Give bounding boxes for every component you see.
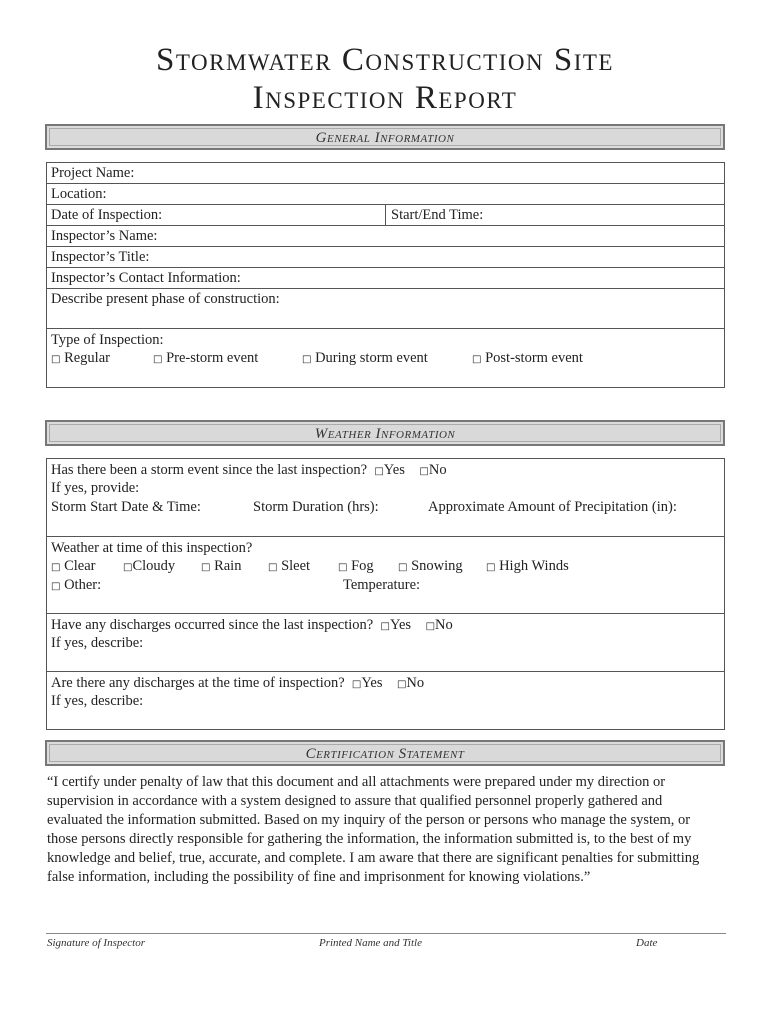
certification-line: false information, including the possibility of fine and imprisonment for knowing violations.” — [47, 869, 591, 885]
start-end-time-label: Start/End Time: — [391, 207, 484, 223]
discharge-since-section — [47, 614, 724, 672]
checkbox-icon[interactable]: □ — [419, 466, 429, 477]
inspector-name-row[interactable] — [47, 226, 724, 247]
weather-other-option[interactable]: □ Other: — [51, 577, 102, 593]
checkbox-icon[interactable]: □ — [486, 562, 496, 573]
printed-name-title-label: Printed Name and Title — [319, 937, 422, 949]
storm-start-label[interactable]: Storm Start Date & Time: — [51, 499, 201, 515]
signature-line[interactable] — [46, 933, 726, 934]
contact-info-label: Inspector’s Contact Information: — [51, 270, 241, 286]
phase-row[interactable] — [47, 289, 724, 329]
general-info-box — [46, 162, 725, 388]
temperature-label[interactable]: Temperature: — [343, 577, 421, 593]
checkbox-icon[interactable]: □ — [374, 466, 384, 477]
checkbox-icon[interactable]: □ — [51, 581, 61, 592]
discharge-since-question: Have any discharges occurred since the last inspection? □Yes □No — [51, 617, 453, 633]
storm-event-question: Has there been a storm event since the last inspection? □Yes □No — [51, 462, 447, 478]
checkbox-icon[interactable]: □ — [398, 562, 408, 573]
project-name-label: Project Name: — [51, 165, 135, 181]
location-row[interactable] — [47, 184, 724, 205]
discharge-now-section — [47, 672, 724, 729]
certification-line: knowledge and belief, true, accurate, and complete. I am aware that there are significant penalties for submitting — [47, 850, 700, 866]
page-title-line2: Inspection Report — [252, 80, 518, 116]
signature-of-inspector-label: Signature of Inspector — [47, 937, 145, 949]
type-during-storm-option[interactable]: □ During storm event — [302, 350, 428, 366]
type-of-inspection-label: Type of Inspection: — [51, 332, 164, 348]
weather-sleet-option[interactable]: □ Sleet — [268, 558, 311, 574]
discharge-now-question: Are there any discharges at the time of inspection? □Yes □No — [51, 675, 425, 691]
weather-rain-option[interactable]: □ Rain — [201, 558, 242, 574]
date-of-inspection-label: Date of Inspection: — [51, 207, 163, 223]
checkbox-icon[interactable]: □ — [302, 354, 312, 365]
weather-fog-option[interactable]: □ Fog — [338, 558, 374, 574]
contact-info-row[interactable] — [47, 268, 724, 289]
storm-event-section — [47, 459, 724, 537]
weather-cloudy-option[interactable]: □Cloudy — [123, 558, 176, 574]
type-pre-storm-option[interactable]: □ Pre-storm event — [153, 350, 259, 366]
phase-label: Describe present phase of construction: — [51, 291, 280, 307]
location-label: Location: — [51, 186, 107, 202]
checkbox-icon[interactable]: □ — [338, 562, 348, 573]
weather-high-winds-option[interactable]: □ High Winds — [486, 558, 569, 574]
checkbox-icon[interactable]: □ — [396, 679, 407, 690]
inspector-name-label: Inspector’s Name: — [51, 228, 158, 244]
precipitation-label[interactable]: Approximate Amount of Precipitation (in): — [428, 499, 677, 515]
general-info-header — [45, 124, 725, 150]
weather-info-header-label: Weather Information — [49, 424, 721, 442]
checkbox-icon[interactable]: □ — [153, 354, 163, 365]
certification-line: supervision in accordance with a system designed to assure that qualified personnel properly gathered and — [47, 793, 663, 809]
project-name-row[interactable] — [47, 163, 724, 184]
date-label: Date — [636, 937, 658, 949]
checkbox-icon[interactable]: □ — [51, 562, 61, 573]
checkbox-icon[interactable]: □ — [268, 562, 278, 573]
weather-snowing-option[interactable]: □ Snowing — [398, 558, 463, 574]
inspector-title-label: Inspector’s Title: — [51, 249, 150, 265]
if-yes-provide-label: If yes, provide: — [51, 480, 140, 496]
checkbox-icon[interactable]: □ — [123, 562, 133, 573]
weather-info-box — [46, 458, 725, 730]
general-info-header-label: General Information — [49, 128, 721, 146]
weather-info-header — [45, 420, 725, 446]
certification-statement — [47, 773, 737, 887]
certification-header-label: Certification Statement — [49, 744, 721, 762]
weather-clear-option[interactable]: □ Clear — [51, 558, 96, 574]
inspector-title-row[interactable] — [47, 247, 724, 268]
page-title-line1: Stormwater Construction Site — [156, 42, 614, 78]
weather-question: Weather at time of this inspection? — [51, 540, 253, 556]
certification-header — [45, 740, 725, 766]
certification-line: “I certify under penalty of law that this document and all attachments were prepared under my direction or — [47, 774, 666, 790]
type-regular-option[interactable]: □ Regular — [51, 350, 110, 366]
type-post-storm-option[interactable]: □ Post-storm event — [472, 350, 583, 366]
checkbox-icon[interactable]: □ — [351, 679, 362, 690]
storm-duration-label[interactable]: Storm Duration (hrs): — [253, 499, 379, 515]
checkbox-icon[interactable]: □ — [380, 621, 390, 632]
date-time-row — [47, 205, 724, 226]
weather-conditions-section — [47, 537, 724, 614]
checkbox-icon[interactable]: □ — [472, 354, 482, 365]
checkbox-icon[interactable]: □ — [201, 562, 211, 573]
date-time-divider — [385, 205, 386, 225]
checkbox-icon[interactable]: □ — [51, 354, 61, 365]
discharge-now-describe-label[interactable]: If yes, describe: — [51, 693, 144, 709]
certification-line: evaluated the information submitted. Based on my inquiry of the person or persons who manage the system, or — [47, 812, 691, 828]
checkbox-icon[interactable]: □ — [425, 621, 436, 632]
certification-line: those persons directly responsible for gathering the information, the information submitted is, to the best of my — [47, 831, 692, 847]
discharge-since-describe-label[interactable]: If yes, describe: — [51, 635, 144, 651]
